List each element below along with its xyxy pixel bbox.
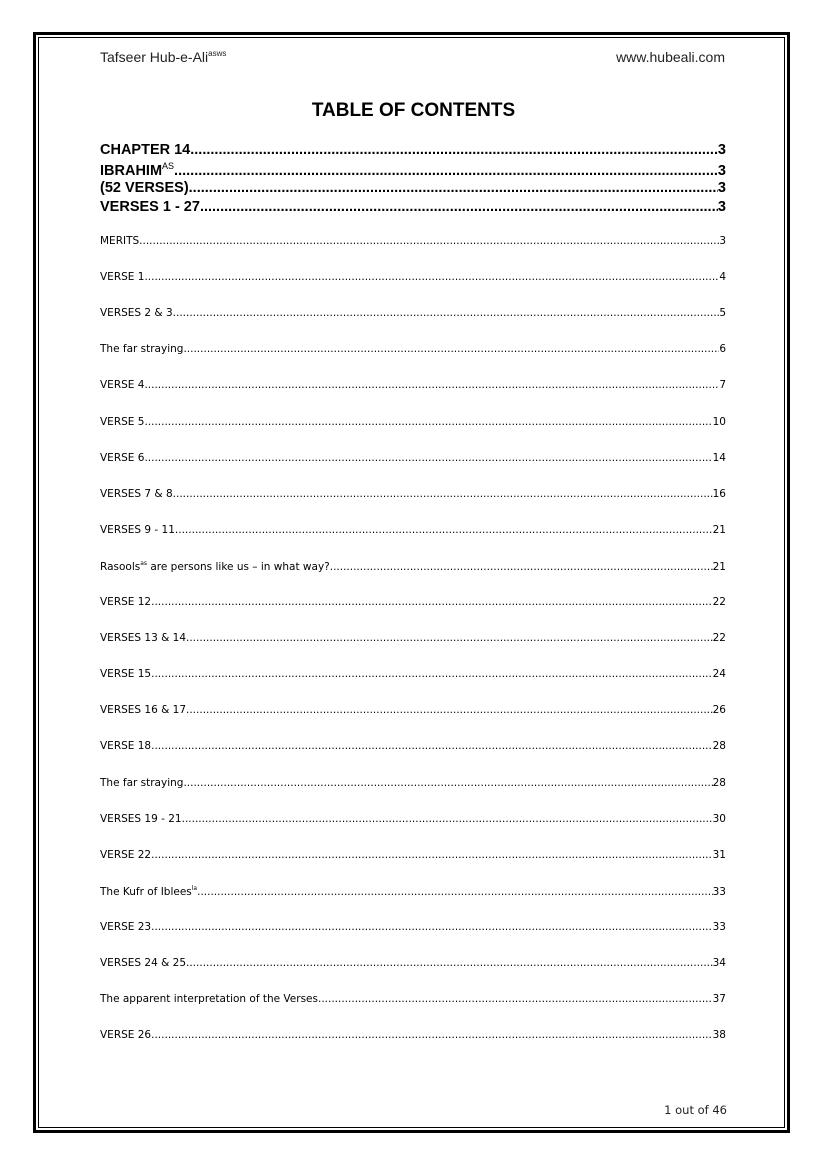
toc-entry-label-text: VERSES 13 & 14: [100, 632, 186, 644]
toc-entry-page-number: 34: [712, 957, 726, 969]
toc-entry-page-number: 22: [712, 632, 726, 644]
toc-entry-page-number: 16: [712, 488, 726, 500]
toc-leader-dots: [173, 307, 720, 319]
toc-entry-label: [100, 180, 189, 196]
toc-entry[interactable]: [100, 957, 726, 972]
toc-leader-dots: [182, 813, 713, 825]
toc-entry-label: [100, 813, 182, 825]
toc-leader-dots: [186, 632, 713, 644]
toc-entry-page-number: 33: [712, 886, 726, 898]
toc-entry-page-number: 3: [717, 163, 726, 179]
toc-entry-label: [100, 885, 197, 898]
toc-entry-label-text: CHAPTER 14: [100, 142, 191, 158]
toc-title: TABLE OF CONTENTS: [311, 100, 516, 121]
toc-entry-label: [100, 452, 144, 464]
toc-leader-dots: [144, 452, 712, 464]
toc-entry-page-number: 3: [717, 142, 726, 158]
toc-entry-page-number: 30: [712, 813, 726, 825]
toc-entry[interactable]: [100, 885, 726, 900]
toc-entry-label: [100, 379, 144, 391]
toc-entry-page-number: 31: [712, 849, 726, 861]
toc-leader-dots: [144, 379, 719, 391]
toc-leader-dots: [151, 668, 713, 680]
toc-entry-label-text: VERSE 12: [100, 596, 152, 608]
toc-entry[interactable]: [100, 1029, 726, 1044]
toc-entry-page-number: 26: [712, 704, 726, 716]
toc-entry[interactable]: [100, 235, 726, 250]
toc-entry-label-text: VERSE 22: [100, 849, 152, 861]
toc-leader-dots: [189, 180, 718, 196]
toc-entry-page-number: 6: [719, 343, 726, 355]
toc-entry[interactable]: [100, 416, 726, 431]
toc-entry-label-rest: are persons like us – in what way?: [147, 561, 330, 573]
toc-entry-page-number: 21: [712, 561, 726, 573]
toc-entry-label: [100, 271, 144, 283]
toc-entry[interactable]: [100, 993, 726, 1008]
header-title: [100, 49, 226, 65]
toc-leader-dots: [175, 524, 713, 536]
toc-leader-dots: [173, 488, 713, 500]
toc-major-entry[interactable]: [100, 142, 726, 161]
toc-entry-label-text: VERSES 24 & 25: [100, 957, 186, 969]
toc-entry-label-text: VERSE 26: [100, 1029, 152, 1041]
toc-leader-dots: [186, 704, 713, 716]
toc-entry-page-number: 33: [712, 921, 726, 933]
toc-entry-label: [100, 161, 174, 179]
toc-entry-label-text: Rasools: [100, 561, 141, 573]
toc-entry-page-number: 10: [712, 416, 726, 428]
toc-entry-label-text: The Kufr of Iblees: [100, 886, 192, 898]
toc-entry[interactable]: [100, 596, 726, 611]
toc-leader-dots: [183, 777, 712, 789]
toc-entry[interactable]: [100, 704, 726, 719]
toc-entry-superscript: as: [140, 560, 148, 567]
toc-entry-label-text: (52 VERSES): [100, 180, 189, 196]
toc-entry-superscript: la: [191, 885, 198, 892]
toc-entry-superscript: AS: [162, 161, 175, 171]
toc-entry-label-text: VERSES 19 - 21: [100, 813, 182, 825]
toc-leader-dots: [190, 142, 718, 158]
toc-entry-page-number: 5: [719, 307, 726, 319]
toc-entry-page-number: 3: [719, 235, 726, 247]
toc-entry-page-number: 14: [712, 452, 726, 464]
toc-leader-dots: [151, 849, 713, 861]
toc-entry-label: [100, 740, 151, 752]
toc-entry[interactable]: [100, 560, 726, 575]
toc-entry-label-text: VERSE 15: [100, 668, 152, 680]
toc-entry-label-text: VERSE 18: [100, 740, 152, 752]
toc-entry-label-text: VERSE 23: [100, 921, 152, 933]
toc-entry[interactable]: [100, 777, 726, 792]
toc-entry-label-text: The far straying: [100, 777, 184, 789]
toc-major-entry[interactable]: [100, 180, 726, 199]
toc-entry-label: [100, 849, 151, 861]
toc-entry-page-number: 4: [719, 271, 726, 283]
header-url: www.hubeali.com: [616, 49, 725, 65]
toc-entry[interactable]: [100, 632, 726, 647]
toc-entry[interactable]: [100, 271, 726, 286]
toc-entry[interactable]: [100, 307, 726, 322]
toc-entry-label: [100, 993, 318, 1005]
toc-leader-dots: [318, 993, 713, 1005]
toc-leader-dots: [151, 740, 713, 752]
toc-major-entry[interactable]: [100, 161, 726, 180]
toc-entry-label: [100, 560, 330, 573]
toc-entry-label: [100, 1029, 151, 1041]
toc-leader-dots: [144, 271, 719, 283]
toc-entry-page-number: 24: [712, 668, 726, 680]
toc-leader-dots: [186, 957, 713, 969]
toc-leader-dots: [144, 416, 712, 428]
toc-entry-label: [100, 668, 151, 680]
toc-entry-label-text: VERSES 2 & 3: [100, 307, 173, 319]
toc-entry[interactable]: [100, 379, 726, 394]
toc-entry-label: [100, 235, 139, 247]
toc-entry-label: [100, 632, 186, 644]
toc-leader-dots: [197, 886, 713, 898]
toc-leader-dots: [139, 235, 719, 247]
toc-leader-dots: [330, 561, 713, 573]
toc-entry-label-text: MERITS: [100, 235, 140, 247]
toc-entry-label-text: VERSES 16 & 17: [100, 704, 186, 716]
toc-entry[interactable]: [100, 524, 726, 539]
toc-leader-dots: [183, 343, 719, 355]
toc-entry-label-text: VERSE 1: [100, 271, 145, 283]
toc-entry-label: [100, 142, 190, 158]
toc-entry-label: [100, 596, 151, 608]
toc-entry-label: [100, 488, 173, 500]
toc-entry-label: [100, 921, 151, 933]
toc-entry-page-number: 3: [717, 180, 726, 196]
toc-entry-label-text: VERSES 1 - 27: [100, 199, 200, 215]
toc-entry[interactable]: [100, 668, 726, 683]
toc-entry-label-text: VERSE 6: [100, 452, 145, 464]
toc-entry-label: [100, 777, 183, 789]
toc-leader-dots: [200, 199, 718, 215]
page-indicator: 1 out of 46: [664, 1103, 727, 1117]
toc-entry-page-number: 3: [717, 199, 726, 215]
toc-entry-page-number: 22: [712, 596, 726, 608]
toc-entry[interactable]: [100, 921, 726, 936]
toc-entry-label-text: IBRAHIM: [100, 163, 163, 179]
toc-entry-label-text: VERSES 7 & 8: [100, 488, 173, 500]
toc-entry-label-text: The apparent interpretation of the Verses: [100, 993, 318, 1005]
toc-entry-label: [100, 957, 186, 969]
toc-entry[interactable]: [100, 740, 726, 755]
toc-entry-label-text: VERSE 5: [100, 416, 145, 428]
toc-leader-dots: [151, 596, 713, 608]
toc-entry-label: [100, 307, 173, 319]
toc-entry-page-number: 7: [719, 379, 726, 391]
toc-entry-label-text: VERSES 9 - 11: [100, 524, 175, 536]
toc-entry-page-number: 21: [712, 524, 726, 536]
toc-entry-label-text: VERSE 4: [100, 379, 145, 391]
toc-entry[interactable]: [100, 849, 726, 864]
toc-entry-label: [100, 343, 183, 355]
toc-leader-dots: [151, 1029, 713, 1041]
toc-entry[interactable]: [100, 488, 726, 503]
toc-entry[interactable]: [100, 813, 726, 828]
toc-entry-page-number: 37: [712, 993, 726, 1005]
toc-leader-dots: [151, 921, 713, 933]
toc-leader-dots: [174, 163, 718, 179]
toc-entry[interactable]: [100, 343, 726, 358]
toc-entry[interactable]: [100, 452, 726, 467]
toc-entry-label-text: The far straying: [100, 343, 184, 355]
toc-entry-label: [100, 524, 175, 536]
header-title-sup: asws: [208, 49, 227, 58]
toc-entry-label: [100, 704, 186, 716]
toc-major-entry[interactable]: [100, 199, 726, 218]
toc-entry-page-number: 28: [712, 740, 726, 752]
toc-entry-page-number: 28: [712, 777, 726, 789]
toc-entry-page-number: 38: [712, 1029, 726, 1041]
toc-entry-label: [100, 416, 144, 428]
header-title-text: Tafseer Hub-e-Ali: [100, 49, 209, 65]
toc-entry-label: [100, 199, 200, 215]
